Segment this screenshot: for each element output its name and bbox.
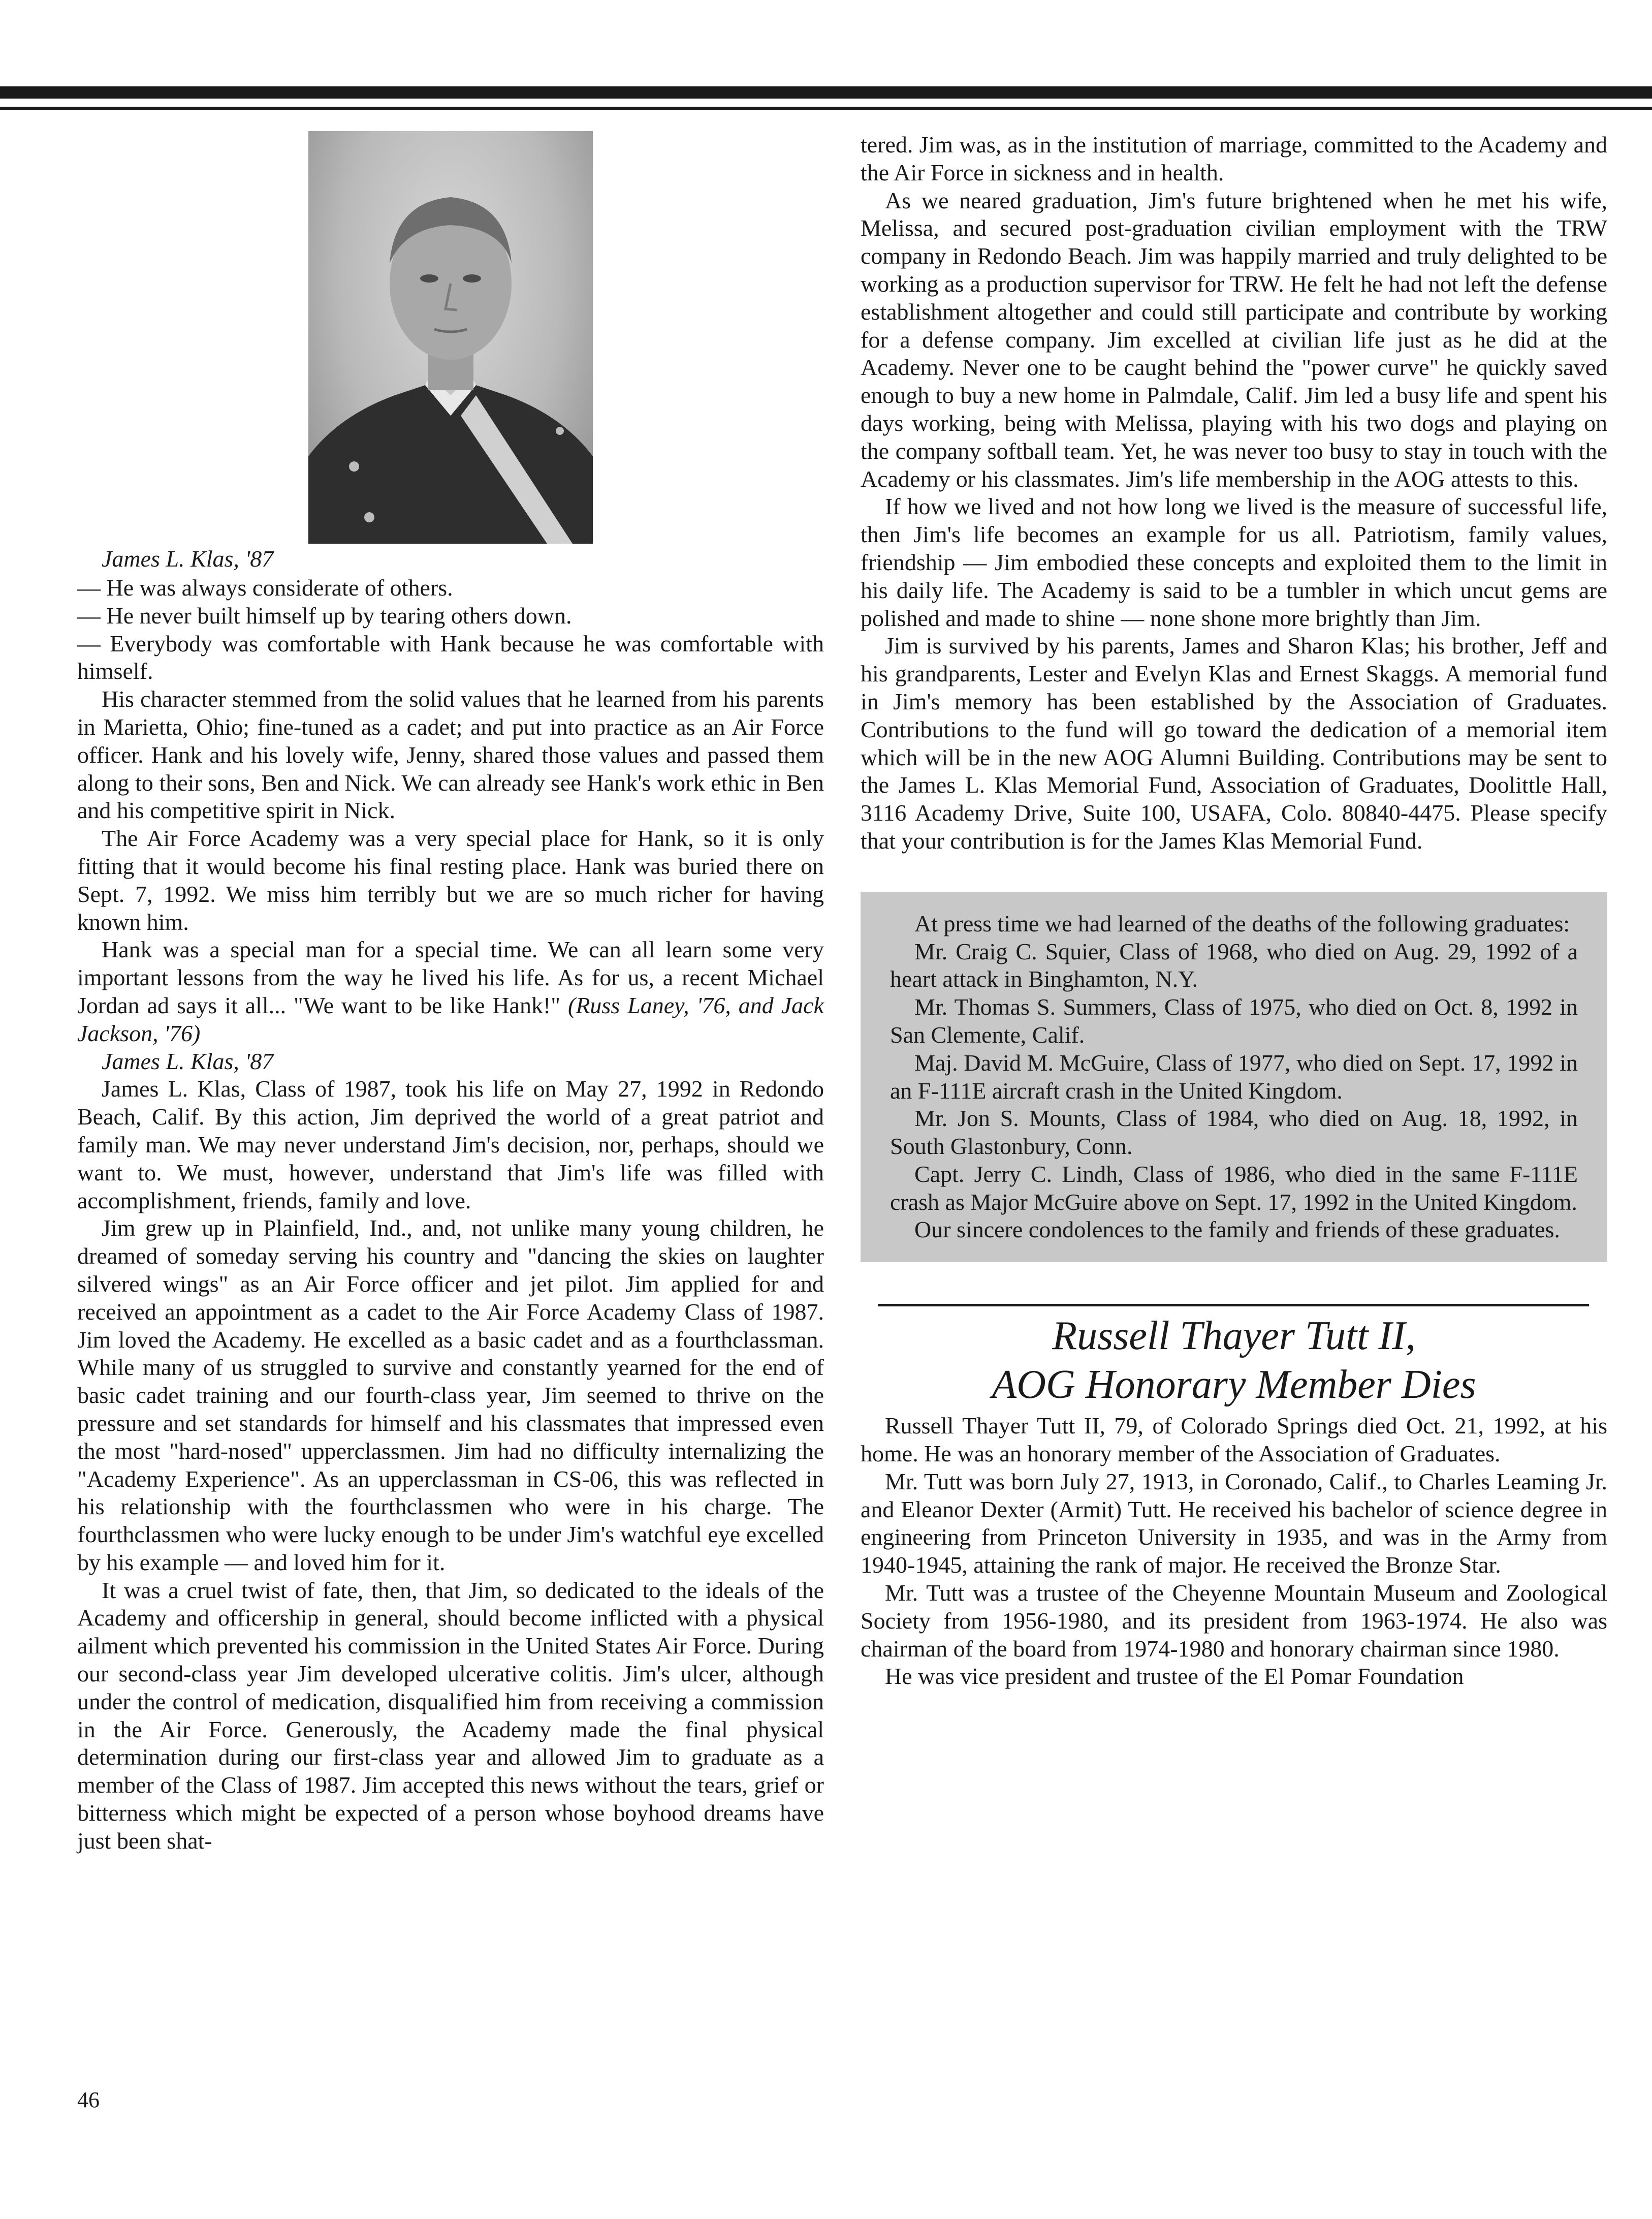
tribute-line: — He was always considerate of others. [77,575,453,601]
notice-paragraph: Capt. Jerry C. Lindh, Class of 1986, who died in the same F-111E crash as Major McGuire above on Sept. 17, 1992 in the United Kingdom. [890,1161,1578,1215]
tribute-line: — Everybody was comfortable with Hank because he was comfortable with himself. [77,630,824,684]
portrait-photo-frame [77,131,824,574]
notice-paragraph: Mr. Craig C. Squier, Class of 1968, who died on Aug. 29, 1992 of a heart attack in Binghamton, N.Y. [890,938,1578,992]
notice-paragraph: At press time we had learned of the deaths of the following graduates: [914,910,1570,936]
body-paragraph: As we neared graduation, Jim's future brightened when he met his wife, Melissa, and secured post-graduation civilian employment with the TRW company in Redondo Beach. Jim was happily married and truly delighted to be working as a production supervisor for TRW. He felt he had not left the defense establishment altogether and could still participate and contribute by working for a defense company. Jim excelled at civilian life just as he did at the Academy. Never one to be caught behind the "power curve" he quickly saved enough to buy a new home in Palmdale, Calif. Jim led a busy life and spent his days working, being with Melissa, playing with his two dogs and playing on the company softball team. Yet, he was never too busy to stay in touch with the Academy or his classmates. Jim's life membership in the AOG attests to this. [861,187,1607,492]
page-number: 46 [77,2087,100,2112]
body-paragraph: Jim grew up in Plainfield, Ind., and, not unlike many young children, he dreamed of someday serving his country and "dancing the skies on laughter silvered wings" as an Air Force officer and jet pilot. Jim applied for and received an appointment as a cadet to the Air Force Academy Class of 1987. Jim loved the Academy. He excelled as a basic cadet and as a fourthclassman. While many of us struggled to survive and constantly yearned for the end of basic cadet training and our fourth-class year, Jim seemed to thrive on the pressure and set standards for himself and his classmates that impressed even the most "hard-nosed" upperclassmen. Jim had no difficulty internalizing the "Academy Experience". As an upperclassman in CS-06, this was reflected in his relationship with the fourthclassmen who were in his charge. The fourthclassmen who were lucky enough to be under Jim's watchful eye excelled by his example — and loved him for it. [77,1215,824,1575]
header-rule-thick [0,86,1652,99]
notice-paragraph: Our sincere condolences to the family and friends of these graduates. [914,1216,1560,1243]
body-paragraph: If how we lived and not how long we lived is the measure of successful life, then Jim's life becomes an example for us all. Patriotism, family values, friendship — Jim embodied these concepts and exploited them to the limit in his daily life. The Academy is said to be a tumbler in which uncut gems are polished and made to shine — none shone more brightly than Jim. [861,493,1607,631]
body-paragraph: Mr. Tutt was a trustee of the Cheyenne Mountain Museum and Zoological Society from 1956-1980, and its president from 1963-1974. He also was chairman of the board from 1974-1980 and honorary chairman since 1980. [861,1580,1607,1662]
body-paragraph: It was a cruel twist of fate, then, that Jim, so dedicated to the ideals of the Academy and officership in general, should become inflicted with a physical ailment which prevented his commission in the United States Air Force. During our second-class year Jim developed ulcerative colitis. Jim's ulcer, although under the control of medication, disqualified him from receiving a commission in the Air Force. Generously, the Academy made the final physical determination during our first-class year and allowed Jim to graduate as a member of the Class of 1987. Jim accepted this news without the tears, grief or bitterness which might be expected of a person whose boyhood dreams have just been shat- [77,1577,824,1854]
left-column [77,131,824,1855]
body-paragraph: James L. Klas, Class of 1987, took his life on May 27, 1992 in Redondo Beach, Calif. By this action, Jim deprived the world of a great patriot and family man. We may never understand Jim's decision, nor, perhaps, should we want to. We must, however, understand that Jim's life was filled with accomplishment, friends, family and love. [77,1076,824,1213]
body-paragraph: He was vice president and trustee of the El Pomar Foundation [885,1663,1464,1690]
body-paragraph [77,936,824,1047]
press-time-notice-box [861,892,1607,1263]
headline-line: AOG Honorary Member Dies [992,1362,1476,1408]
notice-paragraph: Mr. Jon S. Mounts, Class of 1984, who died on Aug. 18, 1992, in South Glastonbury, Conn. [890,1105,1578,1160]
body-paragraph: tered. Jim was, as in the institution of marriage, committed to the Academy and the Air Force in sickness and in health. [861,132,1607,185]
portrait-photo [308,131,593,544]
article-headline [861,1311,1607,1409]
body-paragraph: The Air Force Academy was a very special place for Hank, so it is only fitting that it would become his final resting place. Hank was buried there on Sept. 7, 1992. We miss him terribly but we are so much richer for having known him. [77,825,824,935]
portrait-illustration [308,131,593,544]
photo-caption: James L. Klas, '87 [102,546,274,572]
section-divider [878,1304,1589,1306]
headline-line: Russell Thayer Tutt II, [1052,1314,1416,1359]
header-rule-thin [0,107,1652,110]
body-text: Hank was a special man for a special time. We can all learn some very important lessons from the way he lived his life. As for us, a recent Michael Jordan ad says it all... "We want to be like Hank!" [77,936,824,1018]
right-column [861,131,1607,1691]
body-paragraph: Mr. Tutt was born July 27, 1913, in Coronado, Calif., to Charles Leaming Jr. and Eleanor Dexter (Armit) Tutt. He received his bachelor of science degree in engineering from Princeton University in 1935, and was in the Army from 1940-1945, attaining the rank of major. He received the Bronze Star. [861,1468,1607,1578]
attribution: (Russ Laney, '76, and Jack Jackson, '76) [77,992,824,1046]
obituary-subhead: James L. Klas, '87 [102,1048,274,1074]
tribute-line: — He never built himself up by tearing others down. [77,602,572,629]
body-paragraph: Russell Thayer Tutt II, 79, of Colorado Springs died Oct. 21, 1992, at his home. He was an honorary member of the Association of Graduates. [861,1413,1607,1467]
notice-paragraph: Mr. Thomas S. Summers, Class of 1975, who died on Oct. 8, 1992 in San Clemente, Calif. [890,994,1578,1048]
body-paragraph: His character stemmed from the solid values that he learned from his parents in Marietta, Ohio; fine-tuned as a cadet; and put into practice as an Air Force officer. Hank and his lovely wife, Jenny, shared those values and passed them along to their sons, Ben and Nick. We can already see Hank's work ethic in Ben and his competitive spirit in Nick. [77,686,824,824]
notice-paragraph: Maj. David M. McGuire, Class of 1977, who died on Sept. 17, 1992 in an F-111E aircraft crash in the United Kingdom. [890,1049,1578,1104]
body-paragraph: Jim is survived by his parents, James and Sharon Klas; his brother, Jeff and his grandparents, Lester and Evelyn Klas and Ernest Skaggs. A memorial fund in Jim's memory has been established by the Association of Graduates. Contributions to the fund will go toward the dedication of a memorial item which will be in the new AOG Alumni Building. Contributions may be sent to the James L. Klas Memorial Fund, Association of Graduates, Doolittle Hall, 3116 Academy Drive, Suite 100, USAFA, Colo. 80840-4475. Please specify that your contribution is for the James Klas Memorial Fund. [861,633,1607,854]
